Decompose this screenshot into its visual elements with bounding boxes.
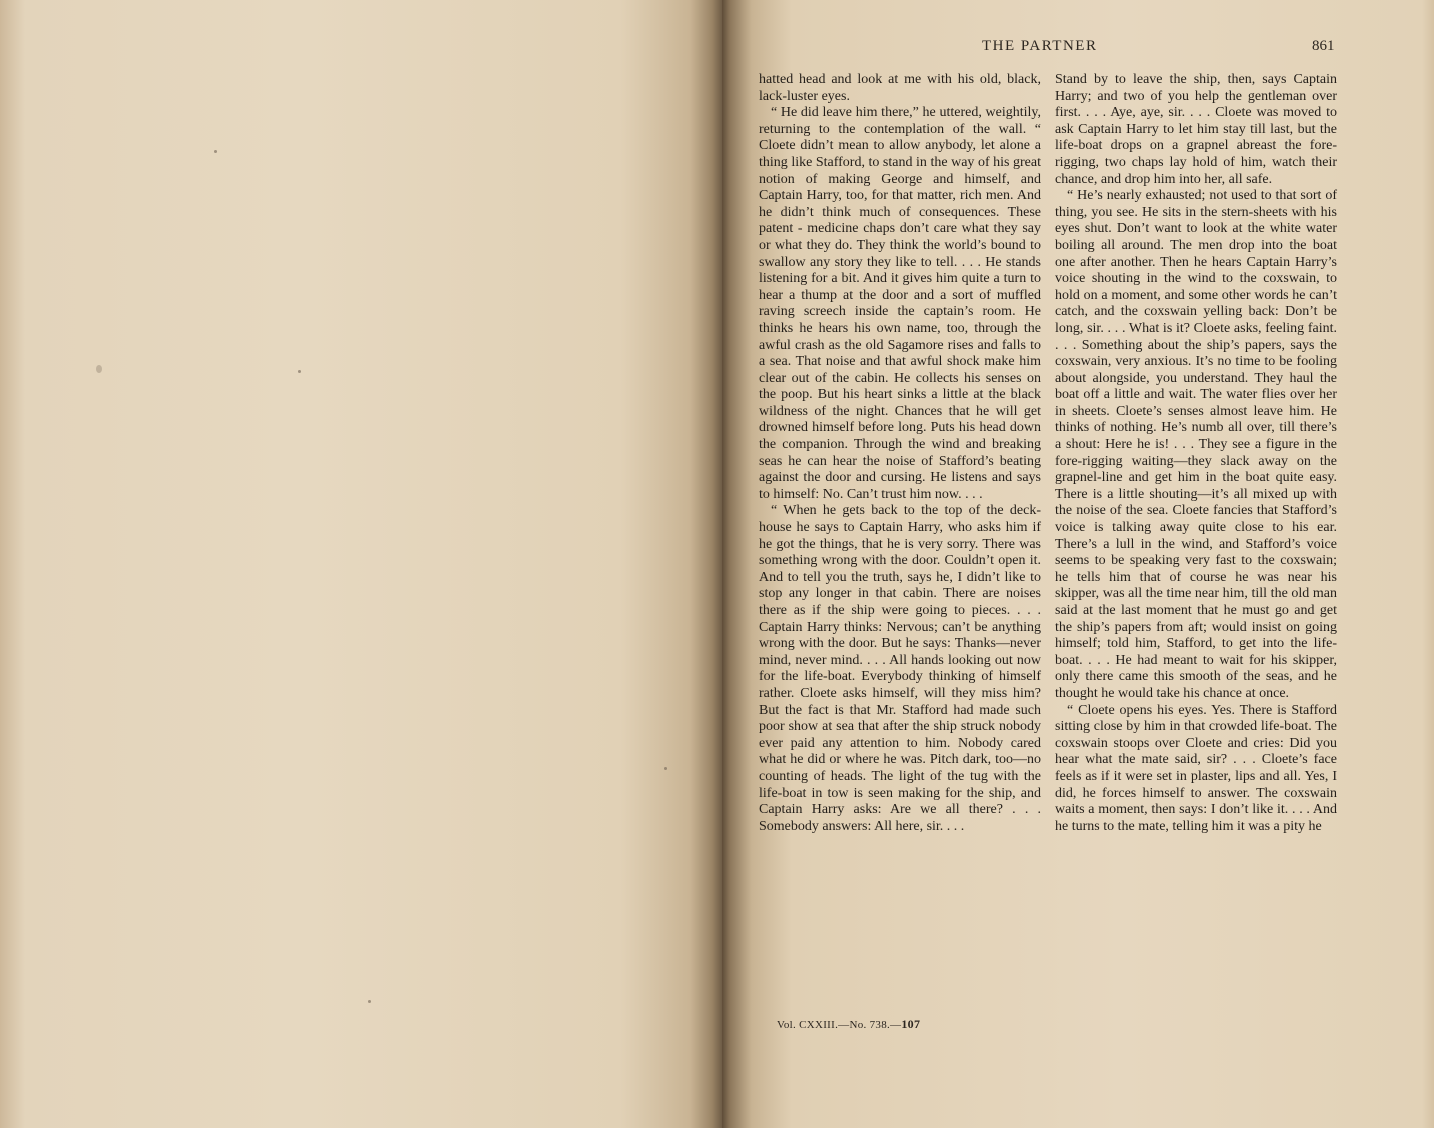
paper-speck [368, 1000, 371, 1003]
paragraph: “ He did leave him there,” he uttered, weightily, returning to the contemplation of the wall. “ Cloete didn’t mean to allow anybody, let alone a thing like Stafford, to stand in the way of his great notion of making George and himself, and Captain Harry, too, for that matter, rich men. And he didn’t think much of consequences. These patent - medicine chaps don’t care what they say or what they do. They think the world’s bound to swallow any story they like to tell. . . . He stands listening for a bit. And it gives him quite a turn to hear a thump at the door and a sort of muffled raving screech inside the captain’s room. He thinks he hears his own name, too, through the awful crash as the old Sagamore rises and falls to a sea. That noise and that awful shock make him clear out of the cabin. He collects his senses on the poop. But his heart sinks a little at the black wildness of the night. Chances that he will get drowned himself before long. Puts his head down the companion. Through the wind and breaking seas he can hear the noise of Stafford’s beating against the door and cursing. He listens and says to himself: No. Can’t trust him now. . . . [759, 105, 1041, 502]
paper-speck [298, 370, 301, 373]
paper-speck [214, 150, 217, 153]
paragraph: Stand by to leave the ship, then, says Captain Harry; and two of you help the gentleman over first. . . . Aye, aye, sir. . . . Cloete was moved to ask Captain Harry to let him stay till last, but the life-boat drops on a grapnel abreast the fore-rigging, two chaps lay hold of him, watch their chance, and drop him into her, all safe. [1055, 72, 1337, 187]
paper-speck [96, 365, 102, 373]
running-header [722, 38, 1434, 58]
paragraph: “ He’s nearly exhausted; not used to that sort of thing, you see. He sits in the stern-sheets with his eyes shut. Don’t want to look at the white water boiling all around. The men drop into the boat one after another. Then he hears Captain Harry’s voice shouting in the wind to the coxswain, to hold on a moment, and some other words he can’t catch, and the coxswain yelling back: Don’t be long, sir. . . . What is it? Cloete asks, feeling faint. . . . Something about the ship’s papers, says the coxswain, very anxious. It’s no time to be fooling about alongside, you understand. They haul the boat off a little and wait. The water flies over her in sheets. Cloete’s senses almost leave him. He thinks of nothing. He’s numb all over, till there’s a shout: Here he is! . . . They see a figure in the fore-rigging waiting—they slack away on the grapnel-line and get him in the boat quite easy. There is a little shouting—it’s all mixed up with the noise of the sea. Cloete fancies that Stafford’s voice is talking away quite close to his ear. There’s a lull in the wind, and Stafford’s voice seems to be speaking very fast to the coxswain; he tells him that of course he was near his skipper, was all the time near him, till the old man said at the last moment that he must go and get the ship’s papers from aft; would insist on going himself; told him, Stafford, to get into the life-boat. . . . He had meant to wait for his skipper, only there came this smooth of the seas, and he thought he would take his chance at once. [1055, 188, 1337, 701]
running-title: THE PARTNER [982, 38, 1098, 54]
page-number: 861 [1312, 38, 1335, 54]
text-column-right [1055, 72, 1337, 835]
paragraph: “ Cloete opens his eyes. Yes. There is Stafford sitting close by him in that crowded life-boat. The coxswain stoops over Cloete and cries: Did you hear what the mate said, sir? . . . Cloete’s face feels as if it were set in plaster, lips and all. Yes, I did, he forces himself to answer. The coxswain waits a moment, then says: I don’t like it. . . . And he turns to the mate, telling him it was a pity he [1055, 702, 1337, 834]
paper-speck [664, 767, 667, 770]
signature-footer [777, 1017, 920, 1032]
paragraph: hatted head and look at me with his old, black, lack-luster eyes. [759, 72, 1041, 104]
volume-line: Vol. CXXIII.—No. 738.— [777, 1019, 902, 1031]
right-page [722, 0, 1434, 1128]
text-column-left [759, 72, 1041, 835]
paragraph: “ When he gets back to the top of the deck-house he says to Captain Harry, who asks him if he got the things, that he is very sorry. There was something wrong with the door. Couldn’t open it. And to tell you the truth, says he, I didn’t like to stop any longer in that cabin. There are noises there as if the ship were going to pieces. . . . Captain Harry thinks: Nervous; can’t be anything wrong with the door. But he says: Thanks—never mind, never mind. . . . All hands looking out now for the life-boat. Everybody thinking of himself rather. Cloete asks himself, will they miss him? But the fact is that Mr. Stafford had made such poor show at sea that after the ship struck nobody ever paid any attention to him. Nobody cared what he did or where he was. Pitch dark, too—no counting of heads. The light of the tug with the life-boat in tow is seen making for the ship, and Captain Harry asks: Are we all there? . . . Somebody answers: All here, sir. . . . [759, 503, 1041, 834]
signature-mark: 107 [901, 1017, 921, 1031]
